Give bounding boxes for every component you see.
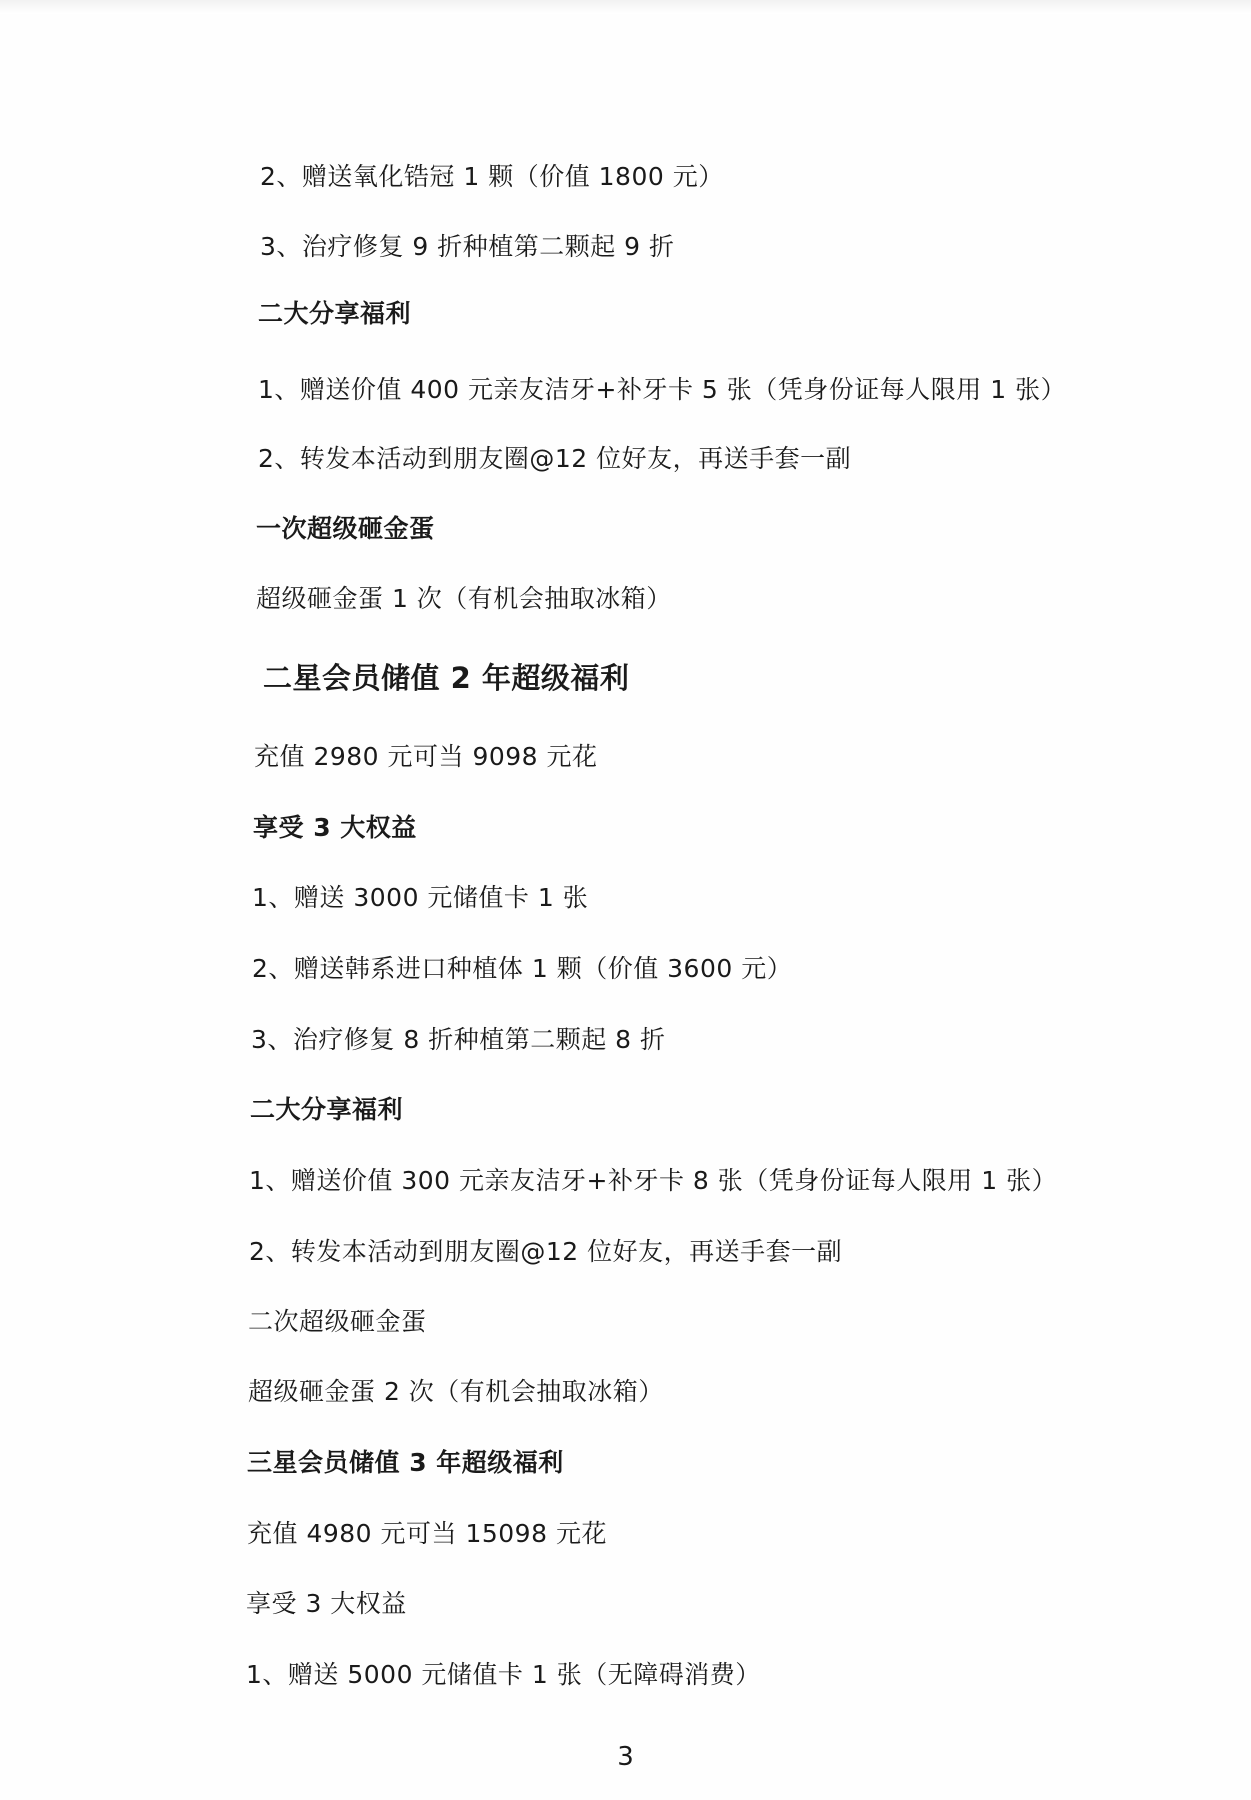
text-line: 充值 2980 元可当 9098 元花 xyxy=(254,742,598,771)
text-line: 1、赠送 5000 元储值卡 1 张（无障碍消费） xyxy=(246,1660,761,1689)
text-line: 超级砸金蛋 1 次（有机会抽取冰箱） xyxy=(256,584,672,613)
text-line: 1、赠送价值 400 元亲友洁牙+补牙卡 5 张（凭身份证每人限用 1 张） xyxy=(258,375,1067,404)
tier-heading: 二星会员储值 2 年超级福利 xyxy=(263,661,630,695)
text-line: 1、赠送价值 300 元亲友洁牙+补牙卡 8 张（凭身份证每人限用 1 张） xyxy=(249,1166,1058,1195)
text-line: 超级砸金蛋 2 次（有机会抽取冰箱） xyxy=(248,1377,664,1406)
text-line: 1、赠送 3000 元储值卡 1 张 xyxy=(252,883,589,912)
text-line: 享受 3 大权益 xyxy=(246,1589,407,1618)
section-heading: 二大分享福利 xyxy=(250,1095,404,1124)
section-heading: 二大分享福利 xyxy=(258,299,412,328)
text-line: 2、转发本活动到朋友圈@12 位好友，再送手套一副 xyxy=(258,444,852,473)
tier-heading: 三星会员储值 3 年超级福利 xyxy=(247,1448,564,1477)
text-line: 充值 4980 元可当 15098 元花 xyxy=(247,1519,607,1548)
page-number: 3 xyxy=(617,1742,634,1772)
text-line: 2、赠送氧化锆冠 1 颗（价值 1800 元） xyxy=(260,162,724,191)
text-line: 二次超级砸金蛋 xyxy=(248,1307,427,1336)
text-line: 2、转发本活动到朋友圈@12 位好友，再送手套一副 xyxy=(249,1237,843,1266)
text-line: 3、治疗修复 9 折种植第二颗起 9 折 xyxy=(260,232,675,261)
text-line: 2、赠送韩系进口种植体 1 颗（价值 3600 元） xyxy=(252,954,793,983)
text-line: 3、治疗修复 8 折种植第二颗起 8 折 xyxy=(251,1025,666,1054)
scan-edge xyxy=(0,0,1251,14)
section-heading: 享受 3 大权益 xyxy=(253,813,417,842)
section-heading: 一次超级砸金蛋 xyxy=(256,514,435,543)
